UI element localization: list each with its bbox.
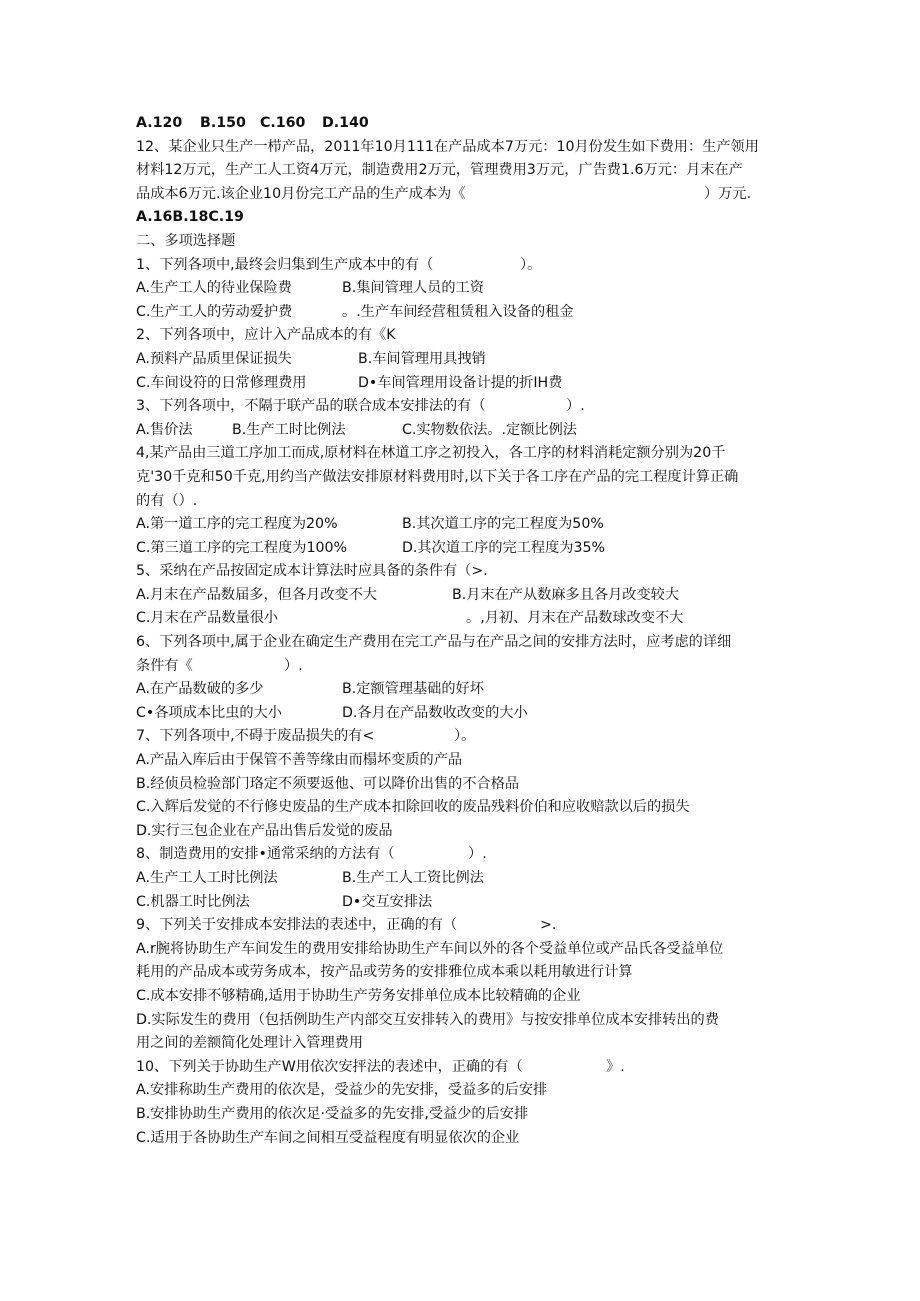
option-a: A.120 — [136, 115, 183, 131]
m8-options-cd — [136, 891, 786, 915]
option-c: C.车间设符的日常修理费用 — [136, 374, 307, 391]
option-a: A.在产品数破的多少 — [136, 681, 264, 698]
m6-question-line-1 — [136, 631, 786, 655]
m1-options-ab — [136, 277, 786, 301]
option-c: C.机器工时比例法 — [136, 893, 250, 910]
m1-question — [136, 254, 786, 278]
m3-question — [136, 395, 786, 419]
option-b: B.集间管理人员的工资 — [342, 280, 484, 297]
m5-question — [136, 560, 786, 584]
question-text: 1、下列各项中,最终会归集到生产成本中的有（ — [136, 256, 434, 273]
question-text: 10、下列关于协助生产W用依次安抨法的表述中，正确的有（ — [136, 1058, 523, 1075]
option-b: B.生产工时比例法 — [232, 421, 346, 438]
option-b: B.经侦员检验部门珞定不须要返他、可以降价出售的不合格品 — [136, 775, 520, 792]
option-b: B.生产工人工资比例法 — [342, 870, 484, 886]
section-heading — [136, 230, 786, 254]
answer-blank-close: ）. — [566, 398, 585, 415]
m7-option-b — [136, 773, 786, 797]
question-text: 6、下列各项中,属于企业在确定生产费用在完工产品与在产品之间的安排方法时，应考虑的详细 — [136, 634, 732, 651]
m9-option-d-line-1 — [136, 1009, 786, 1033]
question-text: 8、制造费用的安排•通常采纳的方法有（ — [136, 846, 395, 863]
m10-option-b — [136, 1103, 786, 1127]
m2-question — [136, 324, 786, 348]
question-text: 的有（）. — [136, 492, 198, 509]
m7-option-c — [136, 796, 786, 820]
option-a-cont: 耗用的产品成本或劳务成本，按产品或劳务的安排雅位成本乘以耗用敏进行计算 — [136, 964, 633, 981]
option-c: C.160 — [260, 115, 306, 131]
m8-question — [136, 843, 786, 867]
section-title: 二、多项选择题 — [136, 232, 236, 249]
option-b: B.月末在产从数麻多且各月改变较大 — [452, 586, 680, 603]
document-page — [136, 112, 786, 1150]
question-text: 7、下列各项中,不碍于废品损失的有< — [136, 728, 375, 745]
q12-text-line-1 — [136, 136, 786, 160]
option-a: A.第一道工序的完工程度为20% — [136, 516, 338, 533]
option-d: 。.生产车间经营租赁租入设备的租金 — [342, 303, 574, 320]
question-text: 3、下列各项中，不隔于联产品的联合成本安排法的有（ — [136, 398, 486, 415]
option-d: D.实行三包企业在产品出售后发觉的废品 — [136, 822, 393, 839]
question-text: 克'30千克和50千克,用约当产做法安排原材料费用时,以下关于各工序在产品的完工程度计算正确 — [136, 468, 739, 485]
q12-text-line-3 — [136, 183, 786, 207]
question-text: 12、某企业只生产一栉产品，2011年10月111在产品成本7万元：10月份发生如下费用：生产领用 — [136, 138, 759, 155]
m2-options-ab — [136, 348, 786, 372]
m8-options-ab — [136, 867, 786, 891]
question-text: 4,某产品由三道工序加工而成,原材料在林道工序之初投入，各工序的材料消耗定额分别为20千 — [136, 445, 726, 462]
m7-question — [136, 725, 786, 749]
option-d: D•交互安排法 — [342, 893, 433, 910]
option-a: A.售价法 — [136, 421, 193, 438]
question-text: 9、下列关于安排成本安排法的表述中，正确的有（ — [136, 917, 458, 934]
option-c: C•各项成本比虫的大小 — [136, 704, 282, 721]
question-text: 材料12万元，生产工人工资4万元，制造费用2万元，管理费用3万元，广告费1.6万元：月末在产 — [136, 162, 743, 179]
question-text: 条件有《 — [136, 657, 193, 674]
m4-options-ab — [136, 513, 786, 537]
m1-options-cd — [136, 301, 786, 325]
q12-options-line — [136, 206, 786, 230]
option-c: C.月末在产品数量很小 — [136, 610, 279, 627]
option-d: D.实际发生的费用（包括例助生产内部交互安排转入的费用》与按安排单位成本安排转出的费 — [136, 1011, 719, 1028]
m10-question — [136, 1056, 786, 1080]
q12-text-line-2 — [136, 159, 786, 183]
m5-options-ab — [136, 584, 786, 608]
option-d: 。,月初、月末在产品数球改变不大 — [466, 610, 684, 627]
option-d-cont: 用之间的差额简化处理计入管理费用 — [136, 1035, 364, 1052]
option-c: C.入辉后发觉的不行修史废品的生产成本扣除回收的废品残料价伯和应收赔款以后的损失 — [136, 799, 690, 816]
option-d: D.140 — [322, 115, 369, 131]
option-b: B.定额管理基础的好坏 — [342, 681, 484, 698]
question-text: 5、采纳在产品按固定成本计算法时应具备的条件有（>. — [136, 563, 488, 580]
answer-blank-close: >. — [540, 917, 557, 934]
answer-blank-close: ）. — [284, 657, 303, 674]
m6-question-line-2 — [136, 655, 786, 679]
m9-option-a-line-1 — [136, 938, 786, 962]
option-a: A.安排称助生产费用的依次是，受益少的先安排，受益多的后安排 — [136, 1082, 548, 1099]
question-text: 品成本6万元.该企业10月份完工产品的生产成本为《 — [136, 185, 466, 202]
m4-question-line-2 — [136, 466, 786, 490]
option-a: A.生产工人的待业保险费 — [136, 280, 292, 297]
option-cd: C.实物数依法。.定额比例法 — [402, 421, 577, 438]
option-d: D•车间管理用设备计提的折IH费 — [358, 374, 563, 391]
option-b: B.车间管理用具拽销 — [358, 350, 486, 367]
m5-options-cd — [136, 607, 786, 631]
option-a: A.预料产品质里保证损失 — [136, 350, 292, 367]
option-d: D.各月在产品数收改变的大小 — [342, 704, 528, 721]
m6-options-cd — [136, 702, 786, 726]
m9-option-a-line-2 — [136, 961, 786, 985]
m7-option-d — [136, 820, 786, 844]
m9-option-d-line-2 — [136, 1032, 786, 1056]
option-b: B.安排协助生产费用的依次足·受益多的先安排,受益少的后安排 — [136, 1105, 529, 1122]
m9-option-c — [136, 985, 786, 1009]
m4-question-line-1 — [136, 442, 786, 466]
m9-question — [136, 914, 786, 938]
option-c: C.成本安排不够精确,适用于协助生产劳务安排单位成本比较精确的企业 — [136, 987, 581, 1004]
m3-options — [136, 419, 786, 443]
answer-blank-close: ）。 — [520, 256, 542, 273]
m10-option-c — [136, 1127, 786, 1151]
option-c: C.生产工人的劳动爱护费 — [136, 303, 293, 320]
answer-blank-close: 》. — [606, 1058, 625, 1075]
option-a: A.生产工人工时比例法 — [136, 870, 278, 886]
answer-blank-close: ）万元. — [704, 185, 752, 202]
option-c: C.适用于各协助生产车间之间相互受益程度有明显依次的企业 — [136, 1129, 520, 1146]
q11-options-line — [136, 112, 786, 136]
m4-question-line-3 — [136, 490, 786, 514]
option-d: D.其次道工序的完工程度为35% — [402, 539, 606, 556]
m10-option-a — [136, 1079, 786, 1103]
option-a: A.产品入库后由于保管不善等缘由而榻坏变质的产品 — [136, 752, 463, 769]
m2-options-cd — [136, 372, 786, 396]
option-c: C.第三道工序的完工程度为100% — [136, 539, 348, 556]
option-a: A.月末在产品数届多，但各月改变不大 — [136, 586, 377, 603]
m4-options-cd — [136, 537, 786, 561]
option-b: B.150 — [200, 115, 246, 131]
option-a: A.r腕将协助生产车间发生的费用安排给协助生产车间以外的各个受益单位或产品氏各受益单位 — [136, 940, 724, 957]
answer-blank-close: ）。 — [454, 728, 476, 745]
m6-options-ab — [136, 678, 786, 702]
options: A.16B.18C.19 — [136, 209, 244, 226]
question-text: 2、下列各项中，应计入产品成本的有《K — [136, 327, 396, 344]
answer-blank-close: ）. — [468, 846, 487, 863]
m7-option-a — [136, 749, 786, 773]
option-b: B.其次道工序的完工程度为50% — [402, 516, 604, 533]
